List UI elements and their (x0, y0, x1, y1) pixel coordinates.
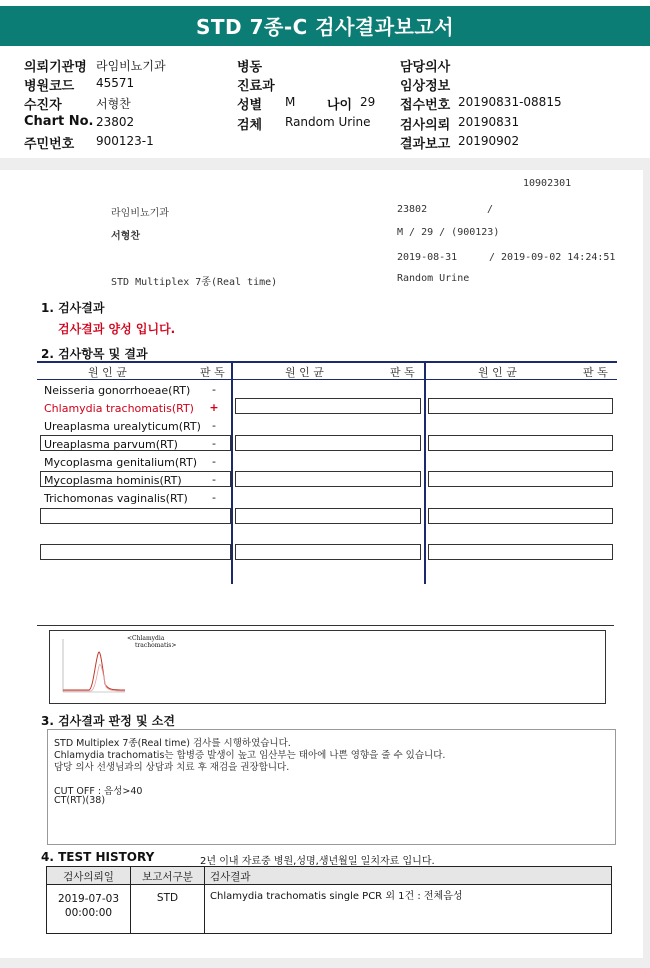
organism-name: Ureaplasma urealyticum(RT) (44, 420, 201, 433)
receipt-no-label: 접수번호 (400, 98, 451, 113)
organism-name: Mycoplasma genitalium(RT) (44, 456, 198, 469)
empty-cell (428, 435, 613, 451)
organism-result: - (212, 491, 216, 504)
history-header-result: 검사결과 (210, 871, 251, 883)
amplification-curve-chart (53, 634, 133, 700)
age-label: 나이 (327, 98, 353, 113)
section1-title: 1. 검사결과 (41, 301, 105, 315)
organism-result: - (212, 383, 216, 396)
section4-title: 4. TEST HISTORY (41, 850, 155, 864)
opinion-line: 담당 의사 선생님과의 상담과 치료 후 재검을 권장합니다. (54, 762, 290, 773)
col-header-result-2: 판 독 (390, 366, 415, 379)
scrollbar-track[interactable] (643, 170, 650, 968)
hospital-code-value: 45571 (96, 76, 135, 90)
page-footer-bar (0, 958, 650, 968)
col-header-result-1: 판 독 (200, 366, 225, 379)
pcr-graph-box (49, 630, 606, 704)
col-header-result-3: 판 독 (583, 366, 608, 379)
col-header-organism-1: 원 인 균 (88, 366, 127, 379)
receipt-no-value: 20190831-08815 (458, 95, 562, 109)
col-header-organism-2: 원 인 균 (285, 366, 324, 379)
graph-top-rule (37, 625, 614, 626)
history-time: 00:00:00 (64, 907, 113, 919)
opinion-line: Chlamydia trachomatis는 합병증 발생이 높고 임산부는 태아에 나쁜 영향을 줄 수 있습니다. (54, 750, 446, 761)
organism-result: - (212, 419, 216, 432)
page-separator (0, 158, 650, 170)
hospital-code-label: 병원코드 (24, 79, 75, 94)
history-note: 2년 이내 자료중 병원,성명,생년월일 일치자료 입니다. (200, 856, 435, 867)
empty-cell (428, 398, 613, 414)
report-chart-slash: / (487, 204, 494, 215)
table-top-rule (37, 361, 617, 363)
history-header-type: 보고서구분 (142, 871, 193, 883)
empty-cell (235, 398, 421, 414)
request-date-value: 20190831 (458, 115, 520, 129)
patient-value: 서형찬 (96, 97, 131, 111)
chart-no-value: 23802 (96, 115, 135, 129)
report-chart: 23802 (397, 204, 428, 215)
history-header-date: 검사의뢰일 (63, 871, 114, 883)
specimen-value: Random Urine (285, 115, 371, 129)
clinic-label: 의뢰기관명 (24, 60, 87, 75)
opinion-line: STD Multiplex 7종(Real time) 검사를 시행하였습니다. (54, 738, 291, 749)
report-date-value: 20190902 (458, 134, 520, 148)
cutoff-line: CUT OFF : 음성>40 (54, 786, 143, 797)
report-date-received: 2019-08-31 (397, 252, 458, 263)
specimen-label: 검체 (237, 118, 263, 133)
organism-result: - (212, 455, 216, 468)
col-header-organism-3: 원 인 균 (478, 366, 517, 379)
ct-value-line: CT(RT)(38) (54, 795, 106, 806)
sex-value: M (285, 95, 296, 109)
curve-control (63, 665, 125, 691)
organism-result: - (212, 437, 216, 450)
history-col-divider (204, 867, 205, 933)
organism-result: - (212, 473, 216, 486)
empty-cell (235, 471, 421, 487)
organism-name: Neisseria gonorrhoeae(RT) (44, 384, 191, 397)
empty-cell (40, 544, 231, 560)
organism-result-positive: + (209, 401, 219, 414)
organism-name: Ureaplasma parvum(RT) (44, 438, 178, 451)
graph-label-line2: trachomatis> (135, 642, 177, 649)
empty-cell (40, 508, 231, 524)
resident-no-label: 주민번호 (24, 137, 75, 152)
clinical-info-label: 임상정보 (400, 79, 451, 94)
report-code: 10902301 (523, 178, 572, 189)
age-value: 29 (360, 95, 376, 109)
empty-cell (235, 544, 421, 560)
doctor-label: 담당의사 (400, 60, 451, 75)
report-date-reported: / 2019-09-02 14:24:51 (489, 252, 616, 263)
request-date-label: 검사의뢰 (400, 118, 451, 133)
chart-no-label: Chart No. (24, 114, 94, 129)
report-patient: 서형찬 (111, 231, 140, 242)
history-row-result: Chlamydia trachomatis single PCR 외 1건 : 전체음성 (210, 891, 463, 902)
table-divider-2 (424, 362, 426, 584)
empty-cell (235, 508, 421, 524)
empty-cell (428, 508, 613, 524)
report-sex-age: M / 29 / (900123) (397, 227, 500, 238)
empty-cell (428, 471, 613, 487)
organism-name-positive: Chlamydia trachomatis(RT) (44, 402, 194, 415)
report-test-name: STD Multiplex 7종(Real time) (111, 277, 278, 288)
opinion-box (47, 729, 616, 845)
dept-label: 진료과 (237, 79, 275, 94)
organism-name: Mycoplasma hominis(RT) (44, 474, 182, 487)
report-clinic: 라임비뇨기과 (111, 208, 169, 219)
graph-label-line1: <Chlamydia (127, 635, 165, 642)
organism-name: Trichomonas vaginalis(RT) (44, 492, 188, 505)
section2-title: 2. 검사항목 및 결과 (41, 347, 148, 361)
empty-cell (235, 435, 421, 451)
resident-no-value: 900123-1 (96, 134, 154, 148)
report-date-label: 결과보고 (400, 137, 451, 152)
table-divider-1 (231, 362, 233, 584)
patient-label: 수진자 (24, 98, 62, 113)
history-table (46, 866, 612, 934)
history-row-type: STD (156, 892, 179, 904)
history-date: 2019-07-03 (57, 893, 120, 905)
section3-title: 3. 검사결과 판정 및 소견 (41, 714, 175, 728)
sex-label: 성별 (237, 98, 263, 113)
report-specimen: Random Urine (397, 273, 470, 284)
history-row-date (47, 892, 130, 920)
report-title: STD 7종-C 검사결과보고서 (0, 6, 650, 46)
curve-sample (63, 652, 125, 690)
positive-result-text: 검사결과 양성 입니다. (58, 322, 176, 336)
empty-cell (428, 544, 613, 560)
clinic-value: 라임비뇨기과 (96, 59, 166, 73)
ward-label: 병동 (237, 60, 263, 75)
